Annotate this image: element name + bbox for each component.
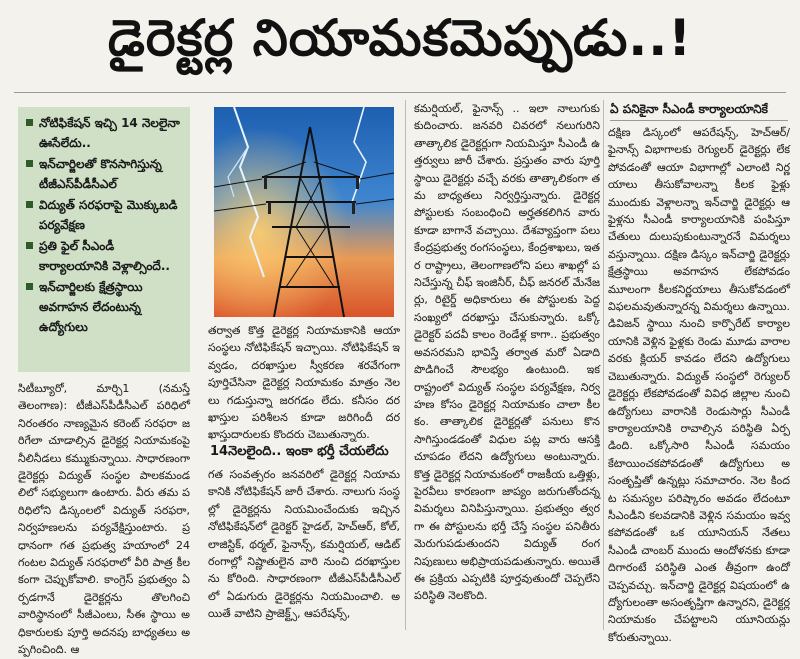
highlight-item: ఇన్‌చార్జిలతో కొనసాగిస్తున్న టీజీఎస్‌పీడీసీఎల్ xyxy=(26,154,184,194)
column-divider xyxy=(603,100,604,630)
headline: డైరెక్టర్ల నియామకమెప్పుడు..! xyxy=(107,9,693,67)
section-heading: ఏ పనికైనా సీఎండీ కార్యాలయానికే xyxy=(610,100,788,121)
highlight-item: నోటిఫికేషన్ ఇచ్చి 14 నెలలైనా ఊసేలేదు.. xyxy=(26,113,184,153)
highlights-box xyxy=(18,107,190,372)
article-column-4 xyxy=(608,124,790,644)
article-column-3 xyxy=(414,100,600,630)
paragraph: కమర్షియల్, ఫైనాన్స్ .. ఇలా నాలుగుకు కుదించారు. జనవరి చివరలో నలుగురిని తాత్కాలిక డైరెక్టర్లుగా నియమిస్తూ సీఎండీ ఉత్తర్వులు జారీ చేశారు. ప్రస్తుతం వారు పూర్తి స్థాయి డైరెక్టర్లు వచ్చే వరకు తాత్కాలికంగా తమ బాధ్యతలు నిర్వర్తిస్తున్నారు. డైరెక్టర్ల పోస్టులకు సంబంధించి అర్హతకలిగిన వారు కూడా బాగానే వచ్చాయి. దేశవ్యాప్తంగా పలు కేంద్రప్రభుత్వ రంగసంస్థలు, కేంద్రశాఖలు, ఇతర రాష్ట్రాలు, తెలంగాణలోని పలు శాఖల్లో పనిచేస్తున్న చీఫ్ ఇంజినీర్, చీఫ్ జనరల్ మేనేజర్లు, రిటైర్డ్ అధికారులు ఈ పోస్టులకు పెద్ద సంఖ్యలో దరఖాస్తు చేసుకున్నారు. ఒక్కో డైరెక్టర్ పదవీ కాలం రెండేళ్ల కాగా.. ప్రభుత్వం అవసరమని భావిస్తే తర్వాత మరో ఏడాది పొడిగించే సౌలభ్యం ఉంటుంది. ఇక రాష్ట్రంలో విద్యుత్ సంస్థల పర్యవేక్షణ, నిర్వహణ కోసం డైరెక్టర్ల నియామకం చాలా కీలకం. తాత్కాలిక డైరెక్టర్లతో పనులు కొనసాగిస్తుండడంతో విధుల పట్ల వారు ఆసక్తి చూపడం లేదని ఉద్యోగులు అంటున్నారు. కొత్త డైరెక్టర్ల నియామకంలో రాజకీయ ఒత్తిళ్లు, పైరవీలు కారణంగా జాప్యం జరుగుతోందన్న విమర్శలు వినిపిస్తున్నాయి. ప్రభుత్వం త్వరగా ఈ పోస్టులను భర్తీ చేస్తే సంస్థల పనితీరు మెరుగుపడుతుందని విద్యుత్ రంగ నిపుణులు అభిప్రాయపడుతున్నారు. అయితే ఈ ప్రక్రియ ఎప్పటికి పూర్తవుతుందో చెప్పలేని పరిస్థితి నెలకొంది. xyxy=(414,102,600,603)
highlight-item: విద్యుత్ సరఫరాపై మొక్కుబడి పర్యవేక్షణ xyxy=(26,195,184,235)
subheading: 14నెలలైంది.. ఇంకా భర్తీ చేయలేదు xyxy=(210,444,389,459)
highlight-item: ప్రతి ఫైల్ సీఎండీ కార్యాలయానికి వెళ్లాల్సిందే.. xyxy=(26,236,184,276)
transmission-tower-photo xyxy=(214,107,394,317)
paragraph: దక్షిణ డిస్కంలో ఆపరేషన్స్, హెచ్‌ఆర్/ఫైనాన్స్ విభాగాలకు రెగ్యులర్ డైరెక్టర్లు లేకపోవడంతో ఆయా విభాగాల్లో ఎలాంటి నిర్ణయాలు తీసుకోవాలన్నా కీలక ఫైళ్లు ముందుకు వెళ్లాలన్నా ఇన్‌చార్జి డైరెక్టర్లు ఆ ఫైళ్లను సీఎండీ కార్యాలయానికి పంపిస్తూ చేతులు దులుపుకుంటున్నారనే విమర్శలు వస్తున్నాయి. దక్షిణ డిస్కం ఇన్‌చార్జి డైరెక్టర్లు క్షేత్రస్థాయి అవగాహన లేకపోవడం మూలంగా కీలకనిర్ణయాలు తీసుకోవడంలో విఫలమవుతున్నారన్న విమర్శలు ఉన్నాయి. డివిజన్ స్థాయి నుంచి కార్పొరేట్ కార్యాలయానికి వెళ్లిన ఫైళ్లకు రెండు మూడు వారాల వరకు క్లియర్ కావడం లేదని ఉద్యోగులు చెబుతున్నారు. విద్యుత్ సంస్థలో రెగ్యులర్ డైరెక్టర్లు లేకపోవడంతో వివిధ జిల్లాల నుంచి ఉద్యోగులు వారానికి రెండుసార్లు సీఎండీ కార్యాలయానికి రావాల్సిన పరిస్థితి ఏర్పడింది. ఒక్కోసారి సీఎండీ సమయం కేటాయించకపోవడంతో ఉద్యోగులు అసంతృప్తితో ఉన్నట్లు సమాచారం. నెల కిందట సమస్యల పరిష్కారం అవడం లేదంటూ సీఎండీని కలవడానికి వెళ్లిన సమయం ఇవ్వకపోవడంతో ఒక యూనియన్ నేతలు సీఎండీ చాంబర్ ముందు ఆందోళనకు కూడా దిగారంటే పరిస్థితి ఎంత తీవ్రంగా ఉందో చెప్పవచ్చు. ఇన్‌చార్జి డైరెక్టర్ల విషయంలో ఉద్యోగులంతా అసంతృప్తిగా ఉన్నారని, డైరెక్టర్ల నియామకం చేపట్టాలని యూనియన్లు కోరుతున్నాయి. xyxy=(608,126,790,644)
bullet-square-icon xyxy=(26,201,33,208)
bullet-square-icon xyxy=(26,160,33,167)
highlight-item: ఇన్‌చార్జిలకు క్షేత్రస్థాయి అవగాహన లేదంటున్న ఉద్యోగులు xyxy=(26,277,184,337)
headline-rule xyxy=(14,92,786,93)
highlights-list xyxy=(18,107,190,337)
column-divider xyxy=(405,100,406,630)
article-column-1 xyxy=(18,380,190,657)
bullet-square-icon xyxy=(26,283,33,290)
bullet-square-icon xyxy=(26,242,33,249)
article-column-2 xyxy=(208,322,400,440)
bullet-square-icon xyxy=(26,119,33,126)
article-column-2-continued xyxy=(208,466,400,630)
paragraph: గత సంవత్సరం జనవరిలో డైరెక్టర్ల నియామకానికి నోటిఫికేషన్ జారీ చేశారు. నాలుగు సంస్థల్లో డైరెక్టర్లను నియమించేందుకు ఇచ్చిన నోటిఫికేషన్‌లో డైరెక్టర్ హైడల్, హెచ్‌ఆర్, కోల్, లాజిస్టిక్, థర్మల్, ఫైనాన్స్, కమర్షియల్, ఆడిట్ రంగాల్లో నిష్ణాతులైన వారి నుంచి దరఖాస్తులను కోరింది. సాధారణంగా టీజీఎస్‌పీడీసీఎల్ లో ఏడుగురు డైరెక్టర్లను నియమించాలి. అయితే వాటిని ప్రాజెక్ట్స్, ఆపరేషన్స్, xyxy=(208,468,400,621)
paragraph: సిటీబ్యూరో, మార్చి1 (నమస్తే తెలంగాణ): టీజీఎస్‌పీడీసీఎల్ పరిధిలో నిరంతరం నాణ్యమైన కరెంట్ సరఫరా జరిగేలా చూడాల్సిన డైరెక్టర్ల నియామకంపై నీలినీడలు కమ్ముకున్నాయి. సాధారణంగా డైరెక్టర్లు విద్యుత్ సంస్థల పాలకమండలిలో సభ్యులుగా ఉంటారు. వీరు తమ పరిధిలోని డిస్కంలలో విద్యుత్ సరఫరా, నిర్వహణలను పర్యవేక్షిస్తుంటారు. ప్రధానంగా గత ప్రభుత్వ హయాంలో 24గంటల విద్యుత్ సరఫరాలో వీరి పాత్ర కీలకంగా చెప్పుకోవాలి. కాంగ్రెస్ ప్రభుత్వం ఏర్పడగానే డైరెక్టర్లను తొలగించి వారిస్థానంలో సీజీఎంలు, సీఈ స్థాయి అధికారులకు పూర్తి అదనపు బాధ్యతలు అప్పగించింది. ఆ xyxy=(18,382,190,657)
paragraph: తర్వాత కొత్త డైరెక్టర్ల నియామకానికి ఆయా సంస్థలు నోటిఫికేషన్ ఇచ్చాయి. నోటిఫికేషన్ ఇవ్వడం, దరఖాస్తుల స్వీకరణ శరవేగంగా పూర్తిచేసినా డైరెక్టర్ల నియామకం మాత్రం నెలలు గడుస్తున్నా జరగడం లేదు. కనీసం దరఖాస్తుల పరిశీలన కూడా జరిగిందీ దర ఖాస్తుదారులకు కొందరు చెబుతున్నారు. xyxy=(208,324,400,442)
